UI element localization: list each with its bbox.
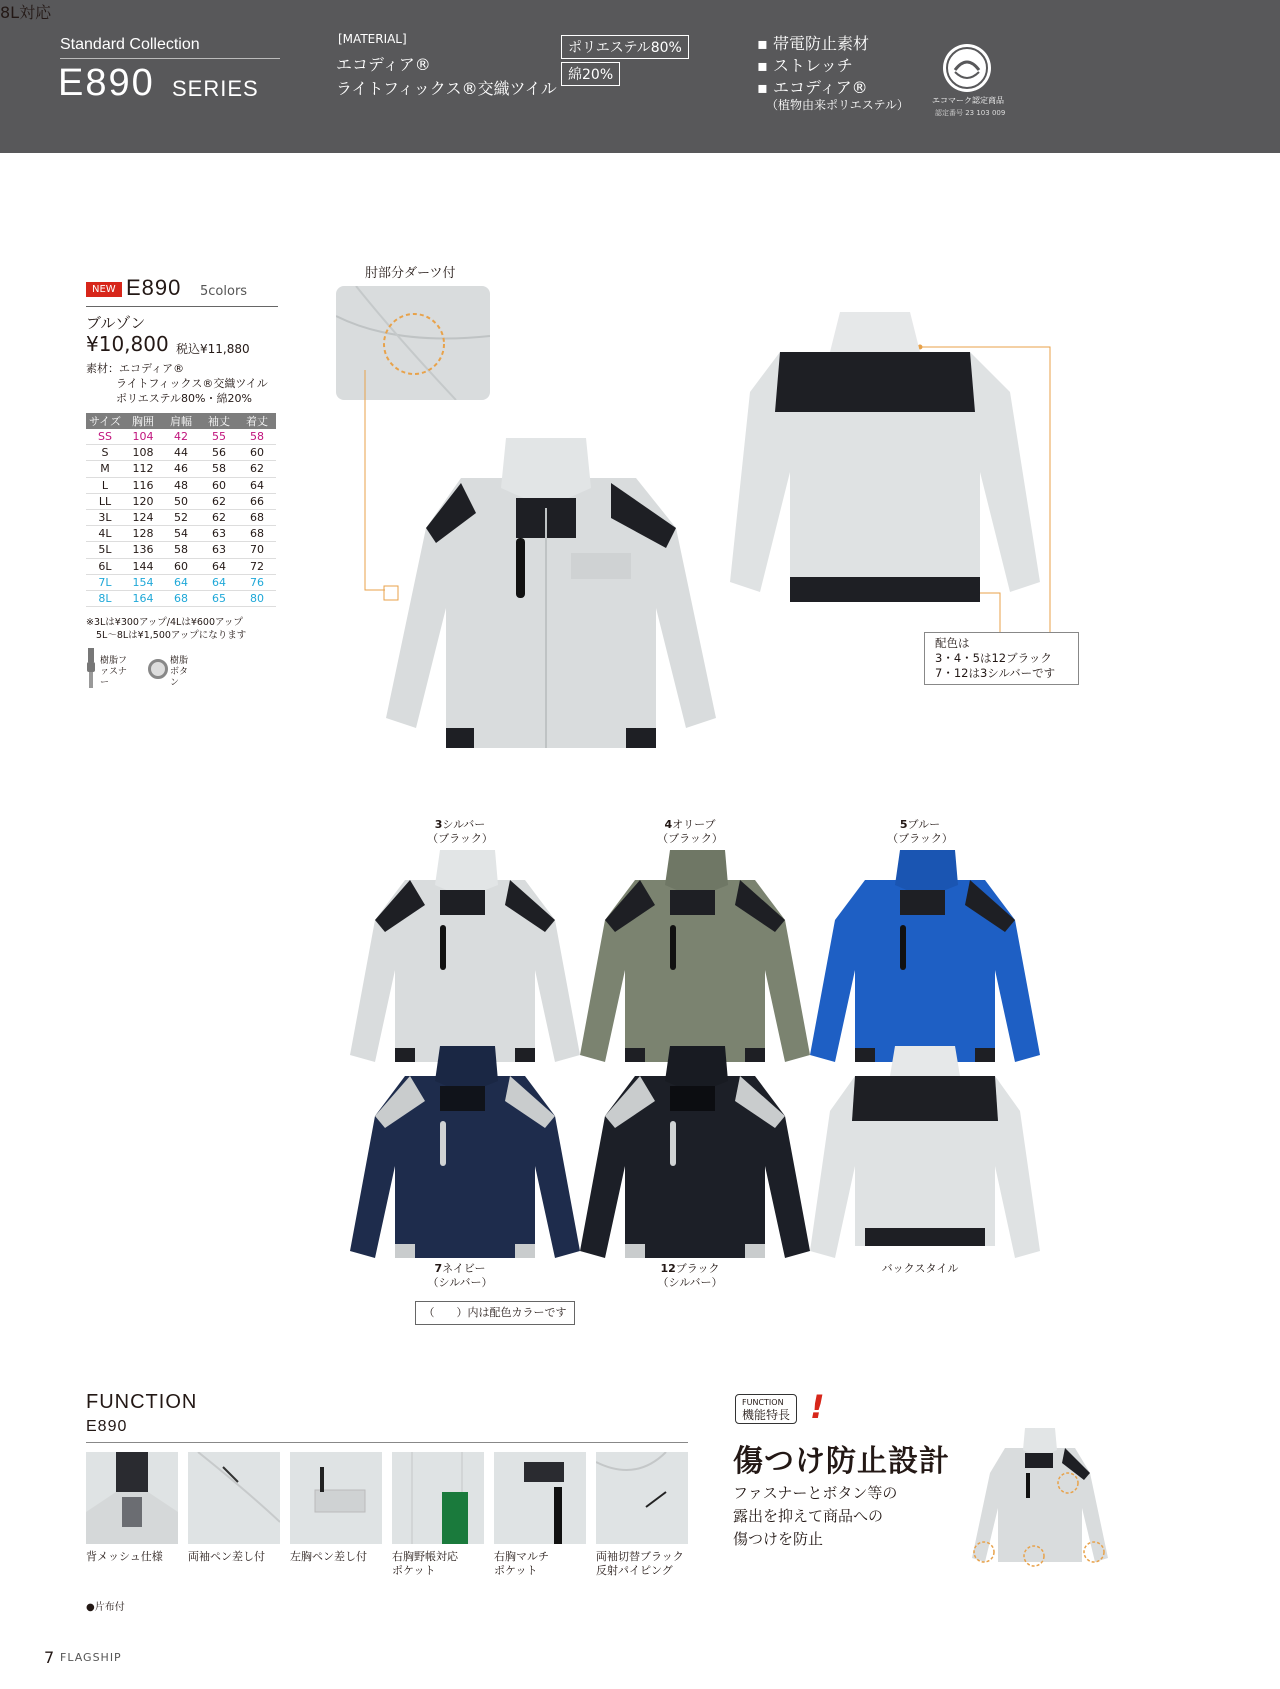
feature-badge [735, 1394, 797, 1424]
size-table-cell: 154 [124, 574, 162, 590]
colorway-trim: （シルバー） [427, 1276, 493, 1289]
front-jacket-photo [386, 438, 716, 754]
back-color-note [924, 632, 1079, 685]
size-table-cell: 8L [86, 590, 124, 606]
feature-badge-small: FUNCTION [742, 1398, 784, 1407]
function-item-text: 背メッシュ仕様 [86, 1550, 163, 1563]
function-item-text: 反射パイピング [596, 1564, 673, 1577]
colorway-trim: （ブラック） [657, 832, 723, 845]
colorway-number: 7 [434, 1262, 443, 1275]
material-label: [MATERIAL] [338, 32, 407, 46]
feature-bullet: ▪ 帯電防止素材 [757, 34, 869, 53]
size-table-cell: 62 [200, 493, 238, 509]
jacket-silver-photo [350, 850, 580, 1065]
feature-description: 露出を抑えて商品への [733, 1507, 884, 1525]
feature-bullet: ▪ エコディア® [757, 78, 868, 97]
product-code: E890 [126, 275, 182, 300]
size-table-cell: 54 [162, 526, 200, 542]
colorway-name: ブラック [675, 1262, 720, 1275]
size-table-cell: 128 [124, 526, 162, 542]
size-table-cell: 52 [162, 509, 200, 525]
function-item-label [86, 1550, 163, 1564]
size-note: 5L〜8Lは¥1,500アップになります [96, 630, 247, 641]
feature-description: 傷つけを防止 [733, 1530, 824, 1548]
size-table-cell: 68 [238, 509, 276, 525]
feature-text: 帯電防止素材 [772, 34, 869, 53]
size-table-cell: S [86, 445, 124, 461]
function-item-label [494, 1550, 549, 1578]
page-label: FLAGSHIP [60, 1651, 122, 1664]
size-table-cell: 80 [238, 590, 276, 606]
size-table-cell: 62 [200, 509, 238, 525]
feature-text: ストレッチ [772, 56, 853, 75]
size-table-cell: 46 [162, 461, 200, 477]
size-note: ※3Lは¥300アップ/4Lは¥600アップ [86, 617, 243, 628]
size-col-header: 肩幅 [162, 413, 200, 429]
size-table-cell: SS [86, 429, 124, 445]
size-table-cell: 60 [200, 477, 238, 493]
ecomark-number: 認定番号 23 103 009 [935, 109, 1006, 117]
colorway-number: 4 [664, 818, 673, 831]
size-table-cell: 112 [124, 461, 162, 477]
product-colors-count: 5colors [200, 284, 248, 299]
function-item-text: 両袖ペン差し付 [188, 1550, 265, 1563]
colorway-trim: （ブラック） [887, 832, 953, 845]
function-note: ●片布付 [86, 1602, 125, 1613]
elbow-dart-label: 肘部分ダーツ付 [365, 266, 456, 281]
size-table-cell: 116 [124, 477, 162, 493]
colorway-name: オリーブ [672, 818, 716, 831]
size-table-cell: 58 [200, 461, 238, 477]
size-col-header: 着丈 [238, 413, 276, 429]
size-table-cell: 104 [124, 429, 162, 445]
size-table-cell: 68 [238, 526, 276, 542]
material-line: エコディア® [336, 55, 431, 74]
jacket-olive-photo [580, 850, 810, 1065]
function-item-text: 左胸ペン差し付 [290, 1550, 367, 1563]
function-item-label [290, 1550, 367, 1564]
color-legend-note: （ ）内は配色カラーです [415, 1301, 575, 1325]
material-line: ライトフィックス®交織ツイル [336, 79, 557, 98]
colorway-label [640, 818, 740, 846]
feature-subtext: （植物由来ポリエステル） [766, 98, 909, 112]
size-table-cell: 6L [86, 558, 124, 574]
feature-jacket-photo [970, 1428, 1110, 1568]
function-thumb-mesh [86, 1452, 178, 1544]
size-table-cell: M [86, 461, 124, 477]
function-item-text: ポケット [494, 1564, 538, 1577]
exclamation-mark: ! [810, 1388, 825, 1426]
function-thumb-chest-pen [290, 1452, 382, 1544]
function-title: FUNCTION [86, 1391, 198, 1413]
size-8l-badge: 8L対応 [0, 3, 52, 22]
size-table-cell: 63 [200, 526, 238, 542]
colorway-number: 5 [899, 818, 908, 831]
size-table-cell: 60 [238, 445, 276, 461]
size-table-cell: 68 [162, 590, 200, 606]
size-table-cell: 108 [124, 445, 162, 461]
size-table-cell: 70 [238, 542, 276, 558]
feature-badge-main: 機能特長 [742, 1408, 791, 1422]
back-note-line: 配色は [935, 636, 970, 650]
size-table-cell: 58 [238, 429, 276, 445]
zipper-label: 樹脂ファスナー [100, 656, 128, 688]
size-table-cell: 64 [238, 477, 276, 493]
series-word: SERIES [172, 76, 259, 101]
function-thumb-notebook-pocket [392, 1452, 484, 1544]
size-table-cell: 64 [200, 574, 238, 590]
size-table-cell: 144 [124, 558, 162, 574]
function-code: E890 [86, 1418, 128, 1435]
jacket-back-style-photo [810, 1046, 1040, 1261]
product-price-tax: 税込¥11,880 [176, 342, 250, 356]
feature-description: ファスナーとボタン等の [733, 1484, 898, 1502]
size-table-cell: 58 [162, 542, 200, 558]
function-item-text: 右胸野帳対応 [392, 1550, 458, 1563]
size-col-header: 袖丈 [200, 413, 238, 429]
back-style-label: バックスタイル [881, 1262, 959, 1275]
new-badge: NEW [86, 282, 122, 297]
size-table-cell: 66 [238, 493, 276, 509]
colorway-label [640, 1262, 740, 1290]
collection-label: Standard Collection [60, 36, 200, 53]
composition-badge: 綿20% [561, 62, 620, 86]
size-table-cell: 164 [124, 590, 162, 606]
size-table-cell: 50 [162, 493, 200, 509]
colorway-name: シルバー [442, 818, 486, 831]
function-thumb-reflective-piping [596, 1452, 688, 1544]
function-item-label [188, 1550, 265, 1564]
function-item-text: 右胸マルチ [494, 1550, 549, 1563]
size-col-header: サイズ [86, 413, 124, 429]
function-item-text: ポケット [392, 1564, 436, 1577]
size-table-cell: 4L [86, 526, 124, 542]
function-thumb-multi-pocket [494, 1452, 586, 1544]
size-table-cell: 136 [124, 542, 162, 558]
composition-badge: ポリエステル80% [561, 35, 689, 59]
back-note-line: 3・4・5は12ブラック [935, 651, 1052, 665]
colorway-number: 12 [660, 1262, 676, 1275]
size-table-cell: 56 [200, 445, 238, 461]
colorway-number: 3 [434, 818, 443, 831]
product-price: ¥10,800 [86, 332, 169, 356]
jacket-navy-photo [350, 1046, 580, 1261]
colorway-label [870, 818, 970, 846]
size-table-cell: 55 [200, 429, 238, 445]
size-col-header: 胸囲 [124, 413, 162, 429]
colorway-trim: （ブラック） [427, 832, 493, 845]
button-label: 樹脂ボタン [170, 656, 189, 688]
size-table-cell: 124 [124, 509, 162, 525]
function-divider [86, 1442, 688, 1443]
size-table-cell: 60 [162, 558, 200, 574]
colorway-trim: （シルバー） [657, 1276, 723, 1289]
colorway-name: ネイビー [442, 1262, 486, 1275]
size-table-cell: 7L [86, 574, 124, 590]
size-table-cell: L [86, 477, 124, 493]
feature-heading: 傷つけ防止設計 [733, 1444, 950, 1479]
feature-bullet: ▪ ストレッチ [757, 56, 853, 75]
product-material: ライトフィックス®交織ツイル [116, 377, 268, 390]
size-table-cell: 64 [200, 558, 238, 574]
size-table-cell: 44 [162, 445, 200, 461]
ecomark-title: エコマーク認定商品 [932, 96, 1004, 105]
function-item-text: 両袖切替ブラック [596, 1550, 684, 1563]
function-thumb-sleeve-pen [188, 1452, 280, 1544]
size-table-cell: 120 [124, 493, 162, 509]
series-code: E890 [58, 62, 155, 104]
size-table-cell: 48 [162, 477, 200, 493]
size-table-cell: LL [86, 493, 124, 509]
product-material: ポリエステル80%・綿20% [116, 392, 252, 405]
size-table-cell: 63 [200, 542, 238, 558]
size-table-cell: 76 [238, 574, 276, 590]
colorway-label [410, 818, 510, 846]
size-table-cell: 65 [200, 590, 238, 606]
feature-text: エコディア® [772, 78, 868, 97]
colorway-name: ブルー [907, 818, 941, 831]
product-material: 素材：エコディア® [86, 362, 185, 375]
back-jacket-photo [710, 312, 1040, 604]
function-item-label [392, 1550, 458, 1578]
jacket-blue-photo [810, 850, 1040, 1065]
back-note-line: 7・12は3シルバーです [935, 666, 1056, 680]
colorway-label [410, 1262, 510, 1290]
page-number: 7 [44, 1648, 55, 1667]
function-item-label [596, 1550, 684, 1578]
size-table-cell: 62 [238, 461, 276, 477]
jacket-black-photo [580, 1046, 810, 1261]
size-table-cell: 72 [238, 558, 276, 574]
size-table-cell: 42 [162, 429, 200, 445]
size-table-cell: 3L [86, 509, 124, 525]
size-table-cell: 64 [162, 574, 200, 590]
size-table-cell: 5L [86, 542, 124, 558]
product-name: ブルゾン [86, 314, 146, 332]
